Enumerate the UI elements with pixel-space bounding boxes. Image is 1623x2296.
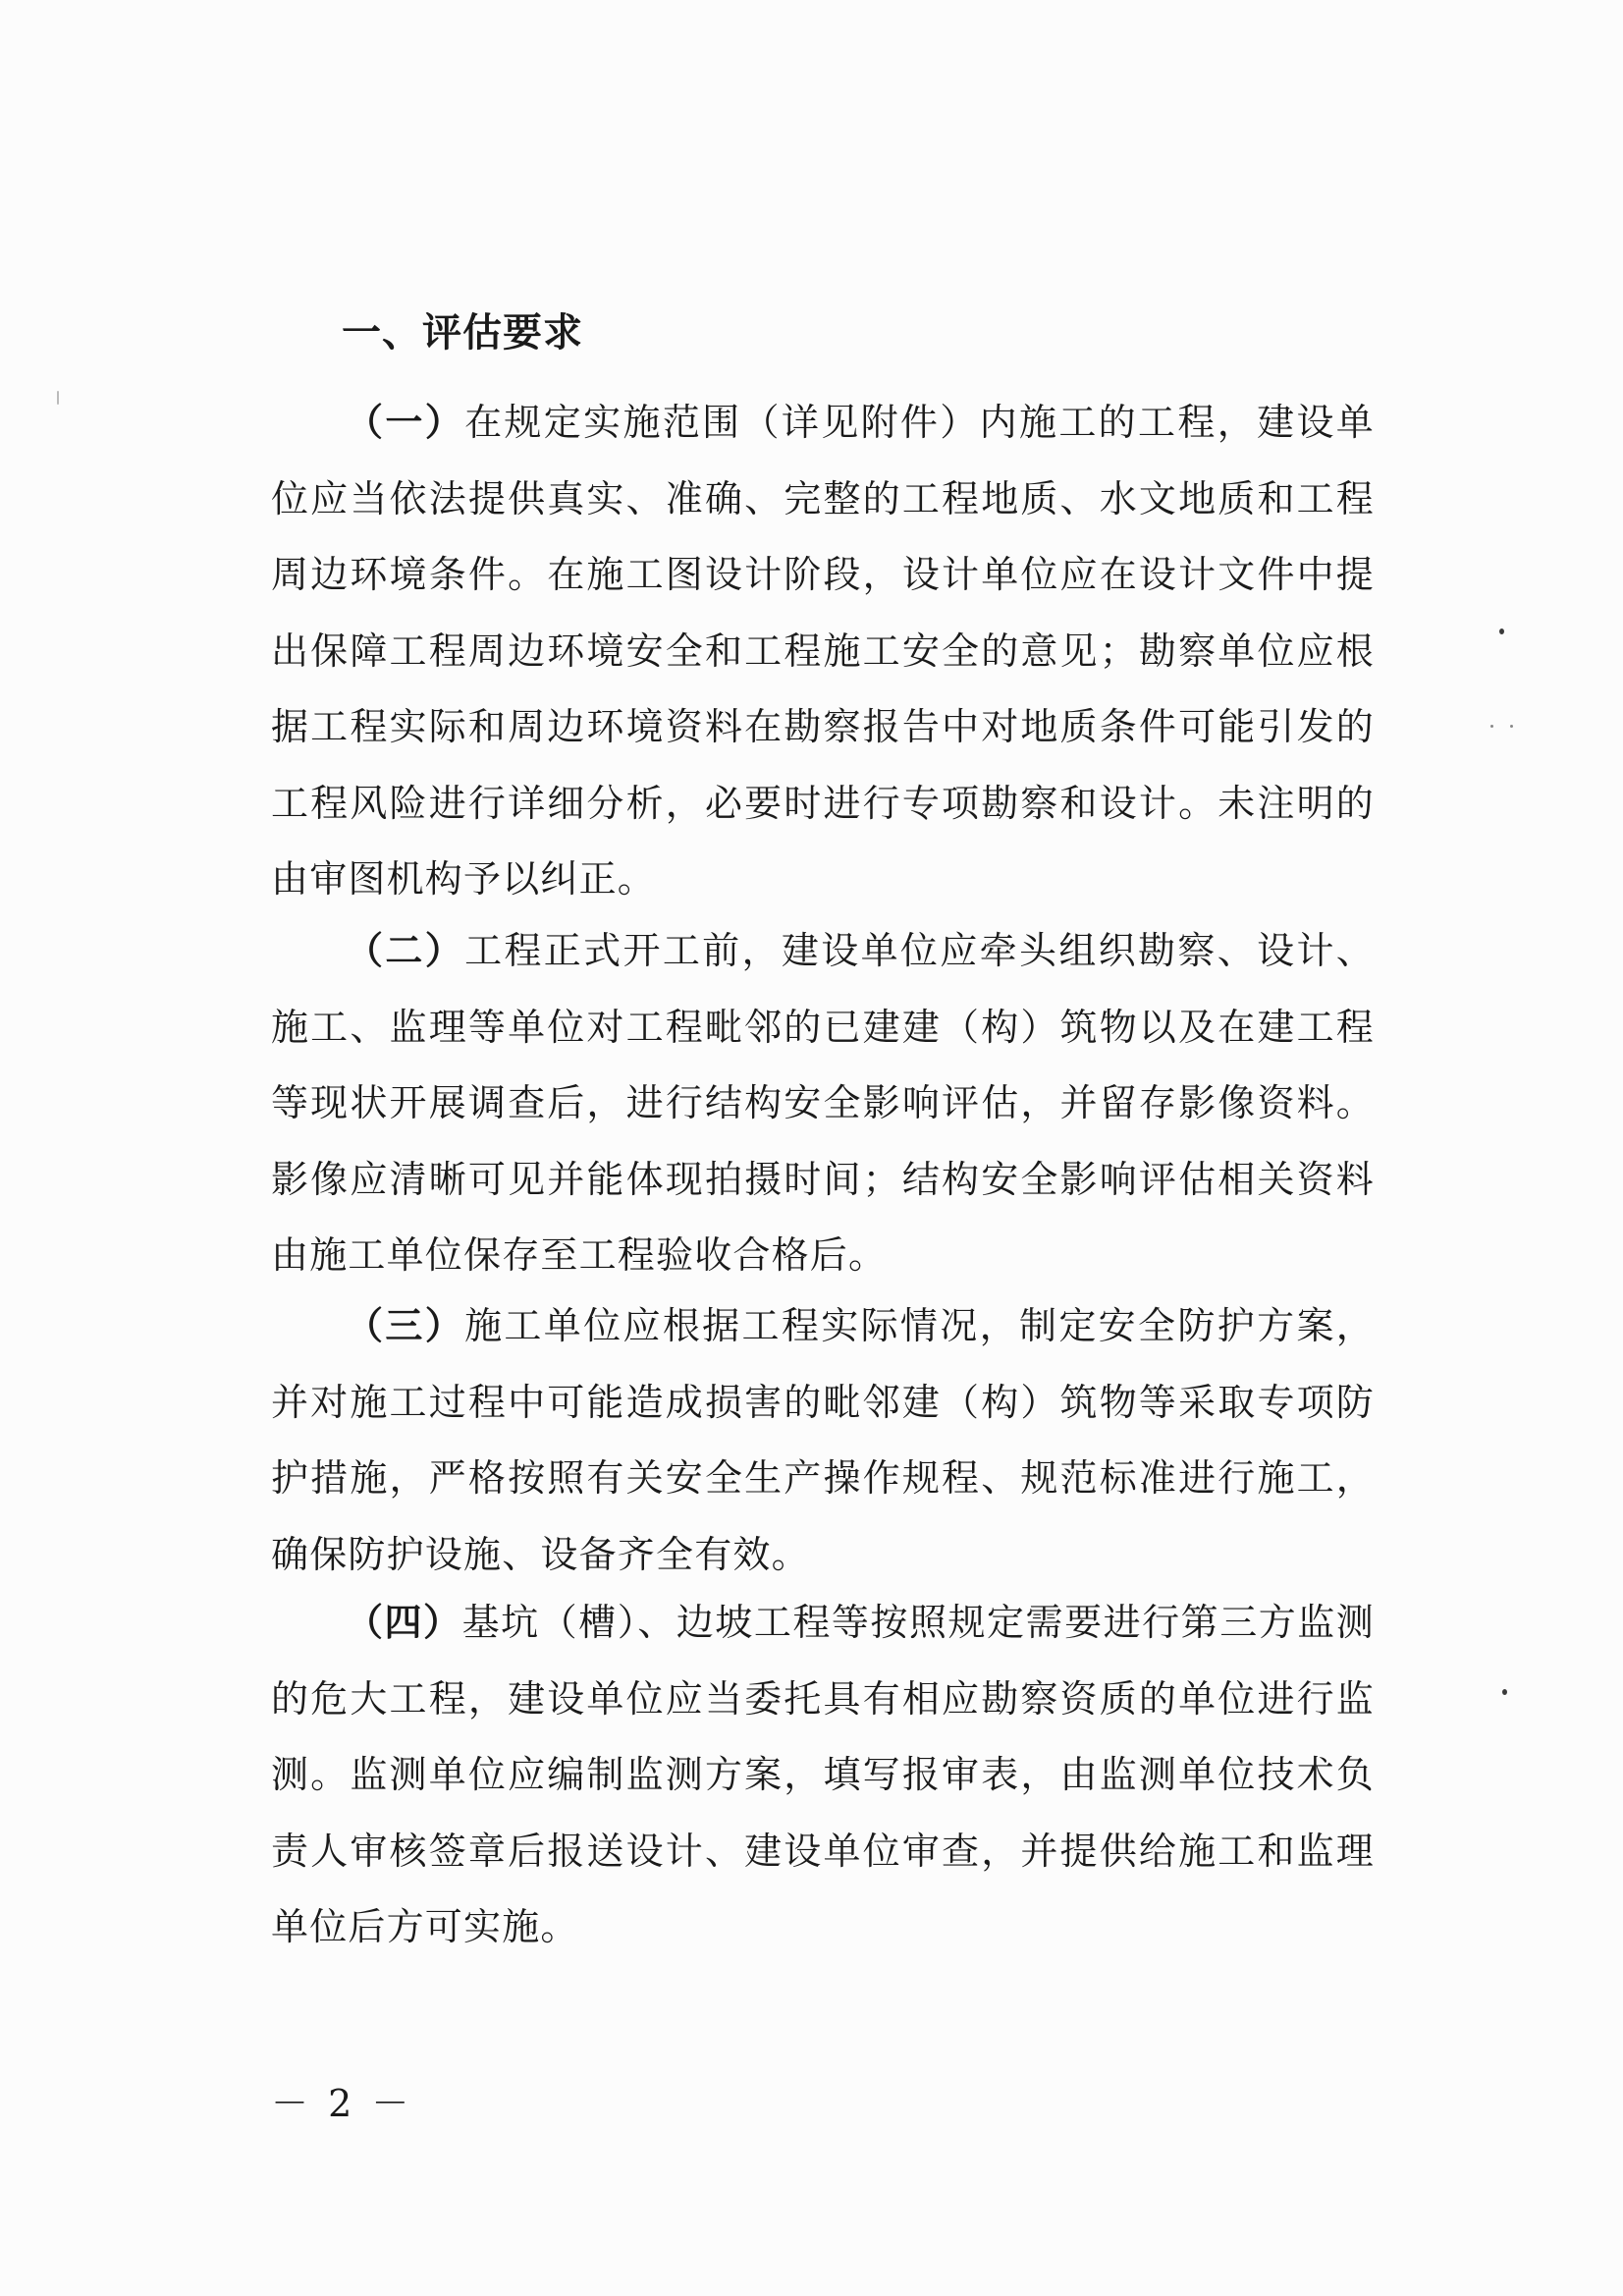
paragraph-1 bbox=[271, 385, 1375, 918]
paragraph-3 bbox=[271, 1288, 1375, 1593]
paragraph-3-label: （三） bbox=[346, 1304, 465, 1347]
paragraph-4-label: （四） bbox=[346, 1601, 462, 1644]
paragraph-2-text: 工程正式开工前，建设单位应牵头组织勘察、设计、施工、监理等单位对工程毗邻的已建建（构）筑物以及在建工程等现状开展调查后，进行结构安全影响评估，并留存影像资料。影像应清晰可见并能体现拍摄时间；结构安全影响评估相关资料由施工单位保存至工程验收合格后。 bbox=[271, 929, 1375, 1277]
paragraph-1-text: 在规定实施范围（详见附件）内施工的工程，建设单位应当依法提供真实、准确、完整的工程地质、水文地质和工程周边环境条件。在施工图设计阶段，设计单位应在设计文件中提出保障工程周边环境安全和工程施工安全的意见；勘察单位应根据工程实际和周边环境资料在勘察报告中对地质条件可能引发的工程风险进行详细分析，必要时进行专项勘察和设计。未注明的由审图机构予以纠正。 bbox=[271, 401, 1375, 901]
scan-speck bbox=[57, 391, 59, 405]
scan-speck bbox=[1502, 1689, 1507, 1695]
paragraph-4-text: 基坑（槽）、边坡工程等按照规定需要进行第三方监测的危大工程，建设单位应当委托具有相应勘察资质的单位进行监测。监测单位应编制监测方案，填写报审表，由监测单位技术负责人审核签章后报送设计、建设单位审查，并提供给施工和监理单位后方可实施。 bbox=[271, 1601, 1375, 1948]
paragraph-4 bbox=[271, 1585, 1375, 1966]
paragraph-3-text: 施工单位应根据工程实际情况，制定安全防护方案，并对施工过程中可能造成损害的毗邻建（构）筑物等采取专项防护措施，严格按照有关安全生产操作规程、规范标准进行施工，确保防护设施、设备齐全有效。 bbox=[271, 1304, 1375, 1576]
paragraph-2-label: （二） bbox=[346, 929, 465, 972]
paragraph-1-label: （一） bbox=[346, 401, 465, 444]
scan-speck bbox=[1510, 725, 1513, 728]
scan-speck bbox=[1499, 629, 1504, 634]
section-heading: 一、评估要求 bbox=[342, 310, 583, 355]
scan-speck bbox=[1490, 725, 1493, 728]
page-number: － 2 － bbox=[271, 2082, 413, 2125]
paragraph-2 bbox=[271, 913, 1375, 1294]
